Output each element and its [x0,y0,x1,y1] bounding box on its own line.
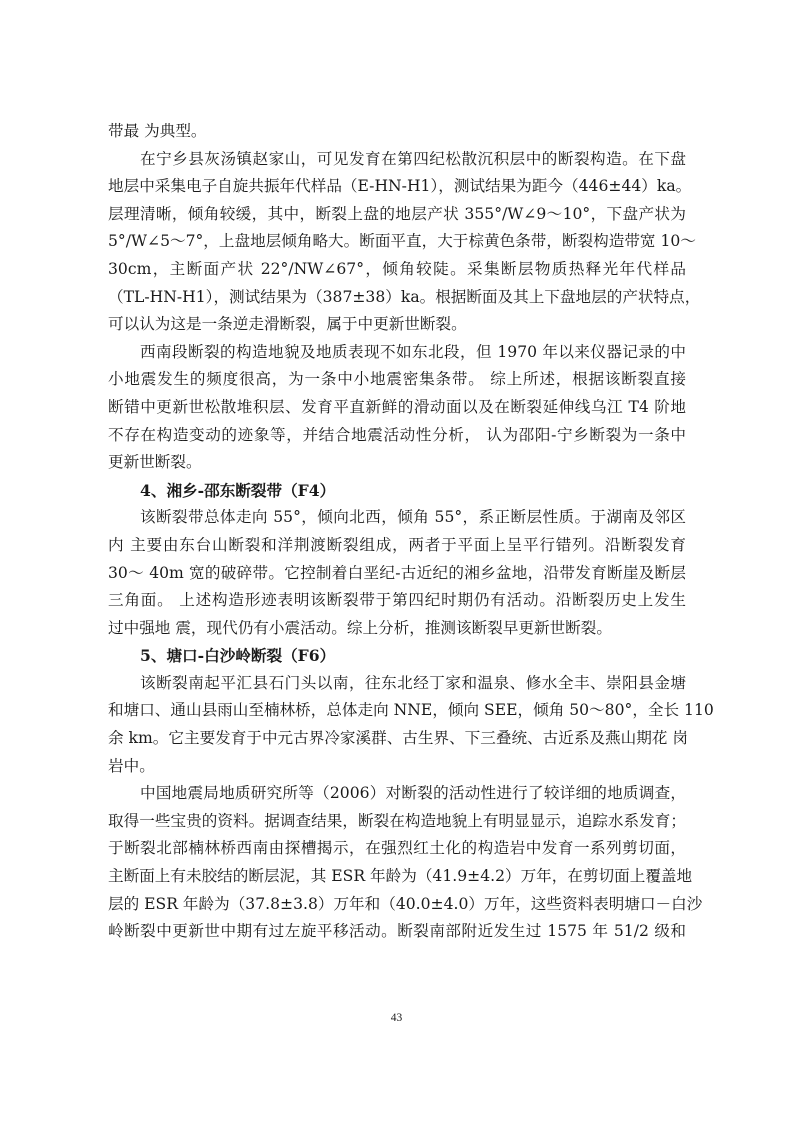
text-line: 余 km。它主要发育于中元古界冷家溪群、古生界、下三叠统、古近系及燕山期花 岗 [108,729,688,748]
text-line: 断错中更新世松散堆积层、发育平直新鲜的滑动面以及在断裂延伸线乌江 T4 阶地 [108,397,686,416]
text-line: 层理清晰，倾角较缓，其中，断裂上盘的地层产状 355°/W∠9～10°，下盘产状为 [108,204,686,223]
section-heading: 5、塘口-白沙岭断裂（F6） [140,646,336,666]
text-line: 该断裂带总体走向 55°，倾向北西，倾角 55°，系正断层性质。于湖南及邻区 [140,508,686,527]
section-heading: 4、湘乡-邵东断裂带（F4） [140,480,336,500]
text-line: 三角面。 上述构造形迹表明该断裂带于第四纪时期仍有活动。沿断裂历史上发生 [108,591,686,610]
text-line: 不存在构造变动的迹象等，并结合地震活动性分析， 认为邵阳-宁乡断裂为一条中 [108,425,686,444]
text-line: 内 主要由东台山断裂和洋荆渡断裂组成，两者于平面上呈平行错列。沿断裂发育 [108,535,686,554]
text-line: 于断裂北部楠林桥西南由探槽揭示，在强烈红土化的构造岩中发育一系列剪切面， [108,839,686,858]
text-line: 岩中。 [108,756,155,775]
text-line: 岭断裂中更新世中期有过左旋平移活动。断裂南部附近发生过 1575 年 51/2 级和 [108,922,686,941]
text-line: 小地震发生的频度很高，为一条中小地震密集条带。 综上所述，根据该断裂直接 [108,370,686,389]
text-line: 30cm，主断面产状 22°/NW∠67°，倾角较陡。采集断层物质热释光年代样品 [108,259,686,278]
text-line: 更新世断裂。 [108,453,202,472]
text-line: 中国地震局地质研究所等（2006）对断裂的活动性进行了较详细的地质调查， [140,784,686,803]
text-line: 带最 为典型。 [108,122,207,140]
page-number: 43 [390,1012,403,1024]
text-line: 西南段断裂的构造地貌及地质表现不如东北段，但 1970 年以来仪器记录的中 [140,342,686,361]
body-text [108,118,714,946]
text-line: 地层中采集电子自旋共振年代样品（E-HN-H1），测试结果为距今（446±44）ka。 [108,177,692,196]
text-line: 5°/W∠5～7°，上盘地层倾角略大。断面平直，大于棕黄色条带，断裂构造带宽 10～ [108,232,696,251]
text-line: 30～ 40m 宽的破碎带。它控制着白垩纪-古近纪的湘乡盆地，沿带发育断崖及断层 [108,563,686,582]
text-line: 过中强地 震，现代仍有小震活动。综上分析，推测该断裂早更新世断裂。 [108,618,612,637]
text-line: （TL-HN-H1），测试结果为（387±38）ka。根据断面及其上下盘地层的产状特点， [108,287,701,306]
text-line: 在宁乡县灰汤镇赵家山，可见发育在第四纪松散沉积层中的断裂构造。在下盘 [140,149,686,168]
text-line: 层的 ESR 年龄为（37.8±3.8）万年和（40.0±4.0）万年，这些资料表明塘口－白沙 [108,894,703,913]
text-line: 主断面上有未胶结的断层泥，其 ESR 年龄为（41.9±4.2）万年，在剪切面上覆盖地 [108,867,693,886]
text-line: 取得一些宝贵的资料。据调查结果，断裂在构造地貌上有明显显示，追踪水系发育； [108,811,686,830]
text-line: 该断裂南起平汇县石门头以南，往东北经丁家和温泉、修水全丰、崇阳县金塘 [140,673,686,692]
text-line: 和塘口、通山县雨山至楠林桥，总体走向 NNE，倾向 SEE，倾角 50～80°，全长 110 [108,701,714,720]
text-line: 可以认为这是一条逆走滑断裂，属于中更新世断裂。 [108,315,467,334]
